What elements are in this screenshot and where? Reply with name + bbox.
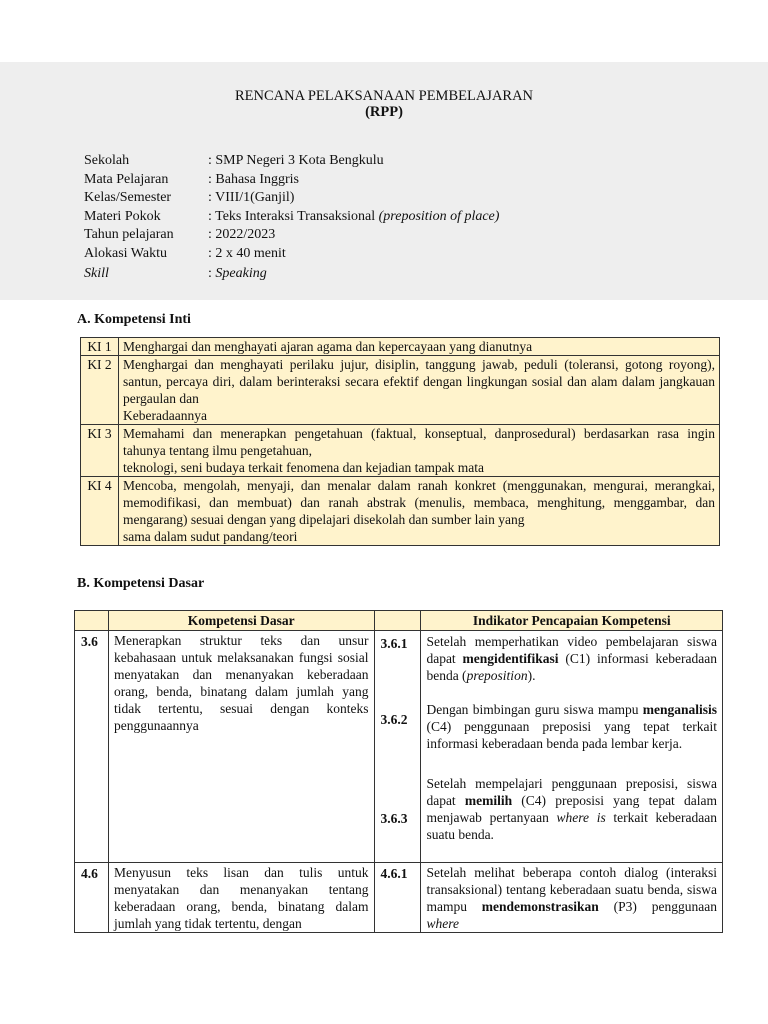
kompetensi-inti-table bbox=[80, 337, 720, 546]
indicator-term: preposition bbox=[466, 668, 528, 683]
info-row-tahun bbox=[84, 227, 499, 246]
indicator-number: 4.6.1 bbox=[374, 863, 421, 933]
kd-text: Menerapkan struktur teks dan unsur kebahasaan untuk melaksanakan fungsi sosial menyatakan dan menanyakan keberadaan orang, benda, binatang dalam jumlah yang tidak tertentu, sesuai dengan konteks penggunaannya bbox=[108, 631, 374, 863]
info-value-italic: Speaking bbox=[215, 266, 267, 281]
ki-text: Menghargai dan menghayati perilaku jujur, disiplin, tanggung jawab, peduli (toleransi, gotong royong), santun, percaya diri, dalam berinteraksi secara efektif dengan lingkungan sosial dan alam dalam jangkauan pergaulan dan bbox=[123, 357, 715, 406]
indicator-term: where bbox=[426, 916, 459, 931]
table-row bbox=[75, 863, 723, 933]
info-label: Mata Pelajaran bbox=[84, 171, 169, 187]
indicator-number: 3.6.2 bbox=[380, 712, 408, 727]
info-label: Tahun pelajaran bbox=[84, 227, 174, 242]
ki-text: Memahami dan menerapkan pengetahuan (faktual, konseptual, danprosedural) berdasarkan rasa ingin tahunya tentang ilmu pengetahuan, bbox=[123, 426, 715, 458]
info-value: : bbox=[208, 266, 216, 281]
info-row-kelas bbox=[84, 190, 499, 209]
info-value: : VIII/1(Ganjil) bbox=[208, 190, 295, 205]
info-value-italic: (preposition of place) bbox=[378, 208, 500, 224]
info-row-sekolah bbox=[84, 153, 499, 172]
table-header-row bbox=[75, 611, 723, 631]
section-b-title: B. Kompetensi Dasar bbox=[77, 576, 205, 591]
indicator-number: 3.6.3 bbox=[380, 811, 408, 826]
table-row bbox=[75, 631, 723, 863]
table-row bbox=[81, 477, 720, 546]
info-label: Materi Pokok bbox=[84, 208, 161, 224]
indicator-numbers bbox=[374, 631, 421, 863]
ki-code: KI 1 bbox=[81, 338, 119, 356]
ki-code: KI 2 bbox=[81, 356, 119, 425]
indicator-text: ). bbox=[527, 668, 536, 683]
indicator-verb: mengidentifikasi bbox=[462, 651, 559, 666]
indicator-text: terkait keberadaan suatu benda. bbox=[426, 810, 718, 842]
identity-block bbox=[84, 153, 499, 285]
info-label: Alokasi Waktu bbox=[84, 245, 167, 261]
indicator-texts bbox=[421, 631, 723, 863]
ki-text-cont: teknologi, seni budaya terkait fenomena dan kejadian tampak mata bbox=[123, 460, 484, 475]
header-cell-blank bbox=[374, 611, 421, 631]
table-row bbox=[81, 356, 720, 425]
indicator-text: Setelah memperhatikan video pembelajaran siswa dapat bbox=[426, 634, 717, 666]
info-value: : 2 x 40 menit bbox=[208, 245, 286, 261]
header-kompetensi-dasar: Kompetensi Dasar bbox=[108, 611, 374, 631]
info-label: Sekolah bbox=[84, 153, 130, 168]
ki-text-cell bbox=[119, 425, 720, 477]
indicator-text: Dengan bimbingan guru siswa mampu bbox=[426, 702, 643, 717]
kd-text: Menyusun teks lisan dan tulis untuk menyatakan dan menanyakan tentang keberadaan orang, benda, binatang dalam jumlah yang tidak tertentu, dengan bbox=[108, 863, 374, 933]
info-value-wrap bbox=[208, 209, 499, 228]
indicator-term: where is bbox=[556, 810, 606, 825]
info-value: : Bahasa Inggris bbox=[208, 171, 299, 187]
table-row bbox=[81, 338, 720, 356]
indicator-verb: menganalisis bbox=[642, 702, 717, 717]
indicator-text: Setelah mempelajari penggunaan preposisi, siswa dapat bbox=[426, 776, 717, 808]
indicator-verb: memilih bbox=[464, 793, 513, 808]
ki-code: KI 4 bbox=[81, 477, 119, 546]
ki-code: KI 3 bbox=[81, 425, 119, 477]
header-cell-blank bbox=[75, 611, 109, 631]
indicator-number: 3.6.1 bbox=[380, 636, 408, 651]
ki-text-cont: Keberadaannya bbox=[123, 408, 207, 423]
ki-text: Mencoba, mengolah, menyaji, dan menalar dalam ranah konkret (menggunakan, mengurai, merangkai, memodifikasi, dan membuat) dan ranah abstrak (menulis, membaca, menghitung, menggambar, dan mengarang) sesuai dengan yang dipelajari disekolah dan sumber lain yang bbox=[123, 478, 715, 527]
indicator-text: (C4) penggunaan preposisi yang tepat terkait informasi keberadaan benda pada lembar kerja. bbox=[426, 719, 717, 751]
kd-number: 4.6 bbox=[75, 863, 109, 933]
info-label: Skill bbox=[84, 266, 109, 281]
ki-text: Menghargai dan menghayati ajaran agama dan kepercayaan yang dianutnya bbox=[119, 338, 720, 356]
info-value: : 2022/2023 bbox=[208, 227, 276, 242]
indicator-362 bbox=[426, 701, 717, 752]
ki-text-cont: sama dalam sudut pandang/teori bbox=[123, 529, 298, 544]
info-row-alokasi bbox=[84, 246, 499, 265]
indicator-text: Setelah melihat beberapa contoh dialog (interaksi transaksional) tentang keberadaan suatu benda, siswa mampu bbox=[426, 865, 717, 914]
indicator-text: (C1) informasi keberadaan benda ( bbox=[426, 651, 717, 683]
indicator-verb: mendemonstrasikan bbox=[481, 899, 599, 914]
indicator-363 bbox=[426, 775, 717, 843]
table-row bbox=[81, 425, 720, 477]
info-value: : SMP Negeri 3 Kota Bengkulu bbox=[208, 153, 384, 168]
section-a-title: A. Kompetensi Inti bbox=[77, 312, 191, 327]
header-indikator: Indikator Pencapaian Kompetensi bbox=[421, 611, 723, 631]
kd-number: 3.6 bbox=[75, 631, 109, 863]
info-value: : Teks Interaksi Transaksional bbox=[208, 208, 379, 224]
indicator-text: (C4) preposisi yang tepat dalam menjawab pertanyaan bbox=[426, 793, 717, 825]
info-row-materi bbox=[84, 209, 499, 228]
indicator-text: (P3) penggunaan bbox=[598, 899, 717, 914]
kompetensi-dasar-table bbox=[74, 610, 723, 933]
indicator-361 bbox=[426, 633, 717, 684]
document-subtitle: (RPP) bbox=[365, 104, 403, 120]
ki-text-cell bbox=[119, 356, 720, 425]
indicator-461 bbox=[421, 863, 723, 933]
info-value-wrap bbox=[208, 266, 267, 285]
info-row-skill bbox=[84, 266, 499, 285]
document-title: RENCANA PELAKSANAAN PEMBELAJARAN bbox=[234, 88, 534, 104]
ki-text-cell bbox=[119, 477, 720, 546]
info-row-mapel bbox=[84, 172, 499, 191]
info-label: Kelas/Semester bbox=[84, 190, 172, 205]
